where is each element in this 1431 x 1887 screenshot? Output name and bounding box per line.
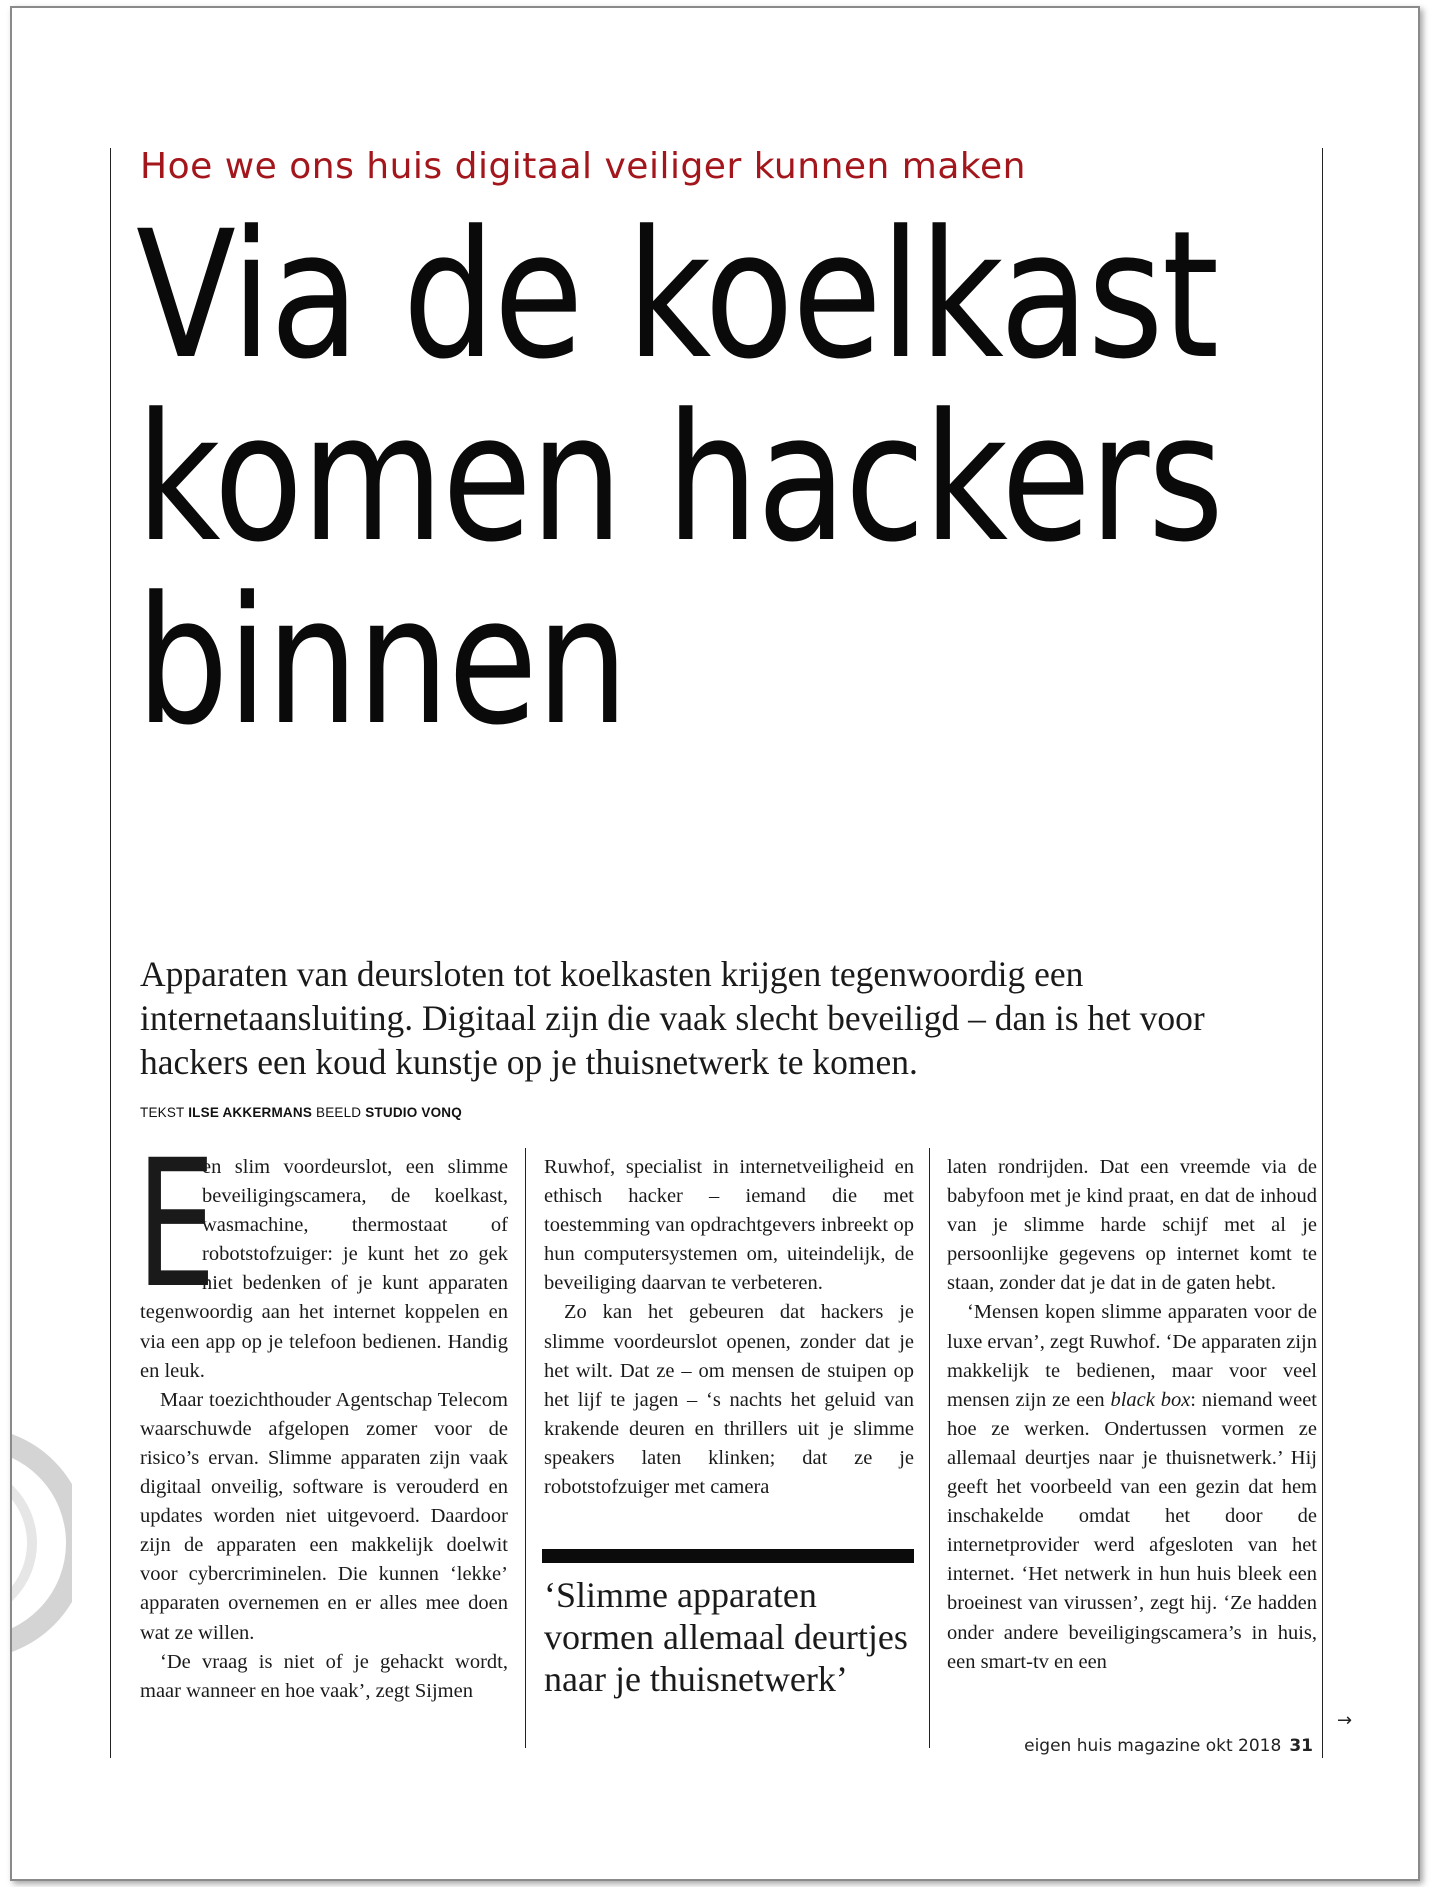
credit-image: STUDIO VONQ — [365, 1105, 462, 1120]
decorative-arc-graphic — [10, 1428, 72, 1658]
headline-line-1: Via de koelkast — [136, 193, 1218, 398]
body-column-3 — [947, 1153, 1317, 1677]
drop-cap: E — [136, 1122, 217, 1327]
kicker: Hoe we ons huis digitaal veiliger kunnen maken — [140, 146, 1026, 187]
body-column-2 — [544, 1153, 914, 1502]
intro-lead: Apparaten van deursloten tot koelkasten krijgen tegenwoordig een internetaansluiting. Digitaal zijn die vaak slecht beveiligd – dan is het voor hackers een koud kunstje op je thuisnetwerk te komen. — [140, 954, 1205, 1082]
paragraph-text: en slim voordeurslot, een slimme beveiligingscamera, de koelkast, wasmachine, thermostaat of robotstofzuiger: je kunt het zo gek niet bedenken of je kunt apparaten tegenwoordig aan het internet koppelen en via een app op je telefoon bedienen. Handig en leuk. — [140, 1156, 508, 1382]
paragraph — [947, 1298, 1317, 1676]
magazine-name: eigen huis magazine okt 2018 — [1024, 1736, 1282, 1756]
paragraph: laten rondrijden. Dat een vreemde via de babyfoon met je kind praat, en dat de inhoud van je slimme harde schijf met al je persoonlijke gegevens op internet komt te staan, zonder dat je dat in de gaten hebt. — [947, 1156, 1317, 1295]
paragraph: Zo kan het gebeuren dat hackers je slimme voordeurslot openen, zonder dat je het wilt. Dat ze – om mensen de stuipen op het lijf te jagen – ‘s nachts het geluid van krakende deuren en thrillers uit je slimme speakers laten klinken; dat ze je robotstofzuiger met camera — [544, 1301, 914, 1499]
magazine-page — [10, 6, 1420, 1881]
credit-author: ILSE AKKERMANS — [188, 1105, 313, 1120]
column-rule-1 — [525, 1148, 526, 1748]
paragraph-text: : niemand weet hoe ze werken. Ondertussen vormen ze allemaal deurtjes naar je thuisnetwerk.’ Hij geeft het voorbeeld van een gezin dat hem inschakelde omdat het door de internetprovider werd afgesloten van het internet. ‘Het netwerk in hun huis bleek een broeinest van virussen’, zegt hij. ‘Ze hadden onder andere beveiligingscamera’s in huis, een smart-tv en een — [947, 1388, 1317, 1673]
page-number: 31 — [1289, 1736, 1313, 1756]
arrow-right-icon: → — [1337, 1710, 1353, 1731]
credits — [140, 1105, 462, 1120]
paragraph-text: ‘Mensen kopen slimme apparaten voor de luxe ervan’, zegt Ruwhof. ‘De apparaten zijn makkelijk te bedienen, maar voor veel mensen zijn ze een — [947, 1301, 1317, 1411]
body-column-1 — [136, 1122, 508, 1706]
column-rule-2 — [929, 1148, 930, 1748]
right-rule — [1322, 148, 1323, 1758]
page-footer — [1024, 1736, 1313, 1756]
pullquote: ‘Slimme apparaten vormen allemaal deurtjes naar je thuisnetwerk’ — [544, 1575, 908, 1699]
headline-line-2: komen hackers — [136, 376, 1223, 581]
paragraph — [136, 1122, 508, 1386]
pullquote-bar — [542, 1549, 914, 1563]
headline — [136, 193, 1223, 764]
headline-line-3: binnen — [136, 559, 627, 764]
credit-image-label: BEELD — [315, 1105, 362, 1120]
paragraph: ‘De vraag is niet of je gehackt wordt, maar wanneer en hoe vaak’, zegt Sijmen — [140, 1650, 508, 1702]
paragraph: Ruwhof, specialist in internetveiligheid en ethisch hacker – iemand die met toestemming van opdrachtgevers inbreekt op hun computersystemen om, uiteindelijk, de beveiliging daarvan te verbeteren. — [544, 1156, 914, 1295]
paragraph: Maar toezichthouder Agentschap Telecom waarschuwde afgelopen zomer voor de risico’s ervan. Slimme apparaten zijn vaak digitaal onveilig, software is verouderd en updates worden niet uitgevoerd. Daardoor zijn de apparaten een makkelijk doelwit voor cybercriminelen. Die kunnen ‘lekke’ apparaten overnemen en er alles mee doen wat ze willen. — [140, 1388, 508, 1644]
left-rule — [110, 148, 111, 1758]
emphasis-text: black box — [1110, 1388, 1191, 1411]
credit-text-label: TEKST — [140, 1105, 185, 1120]
